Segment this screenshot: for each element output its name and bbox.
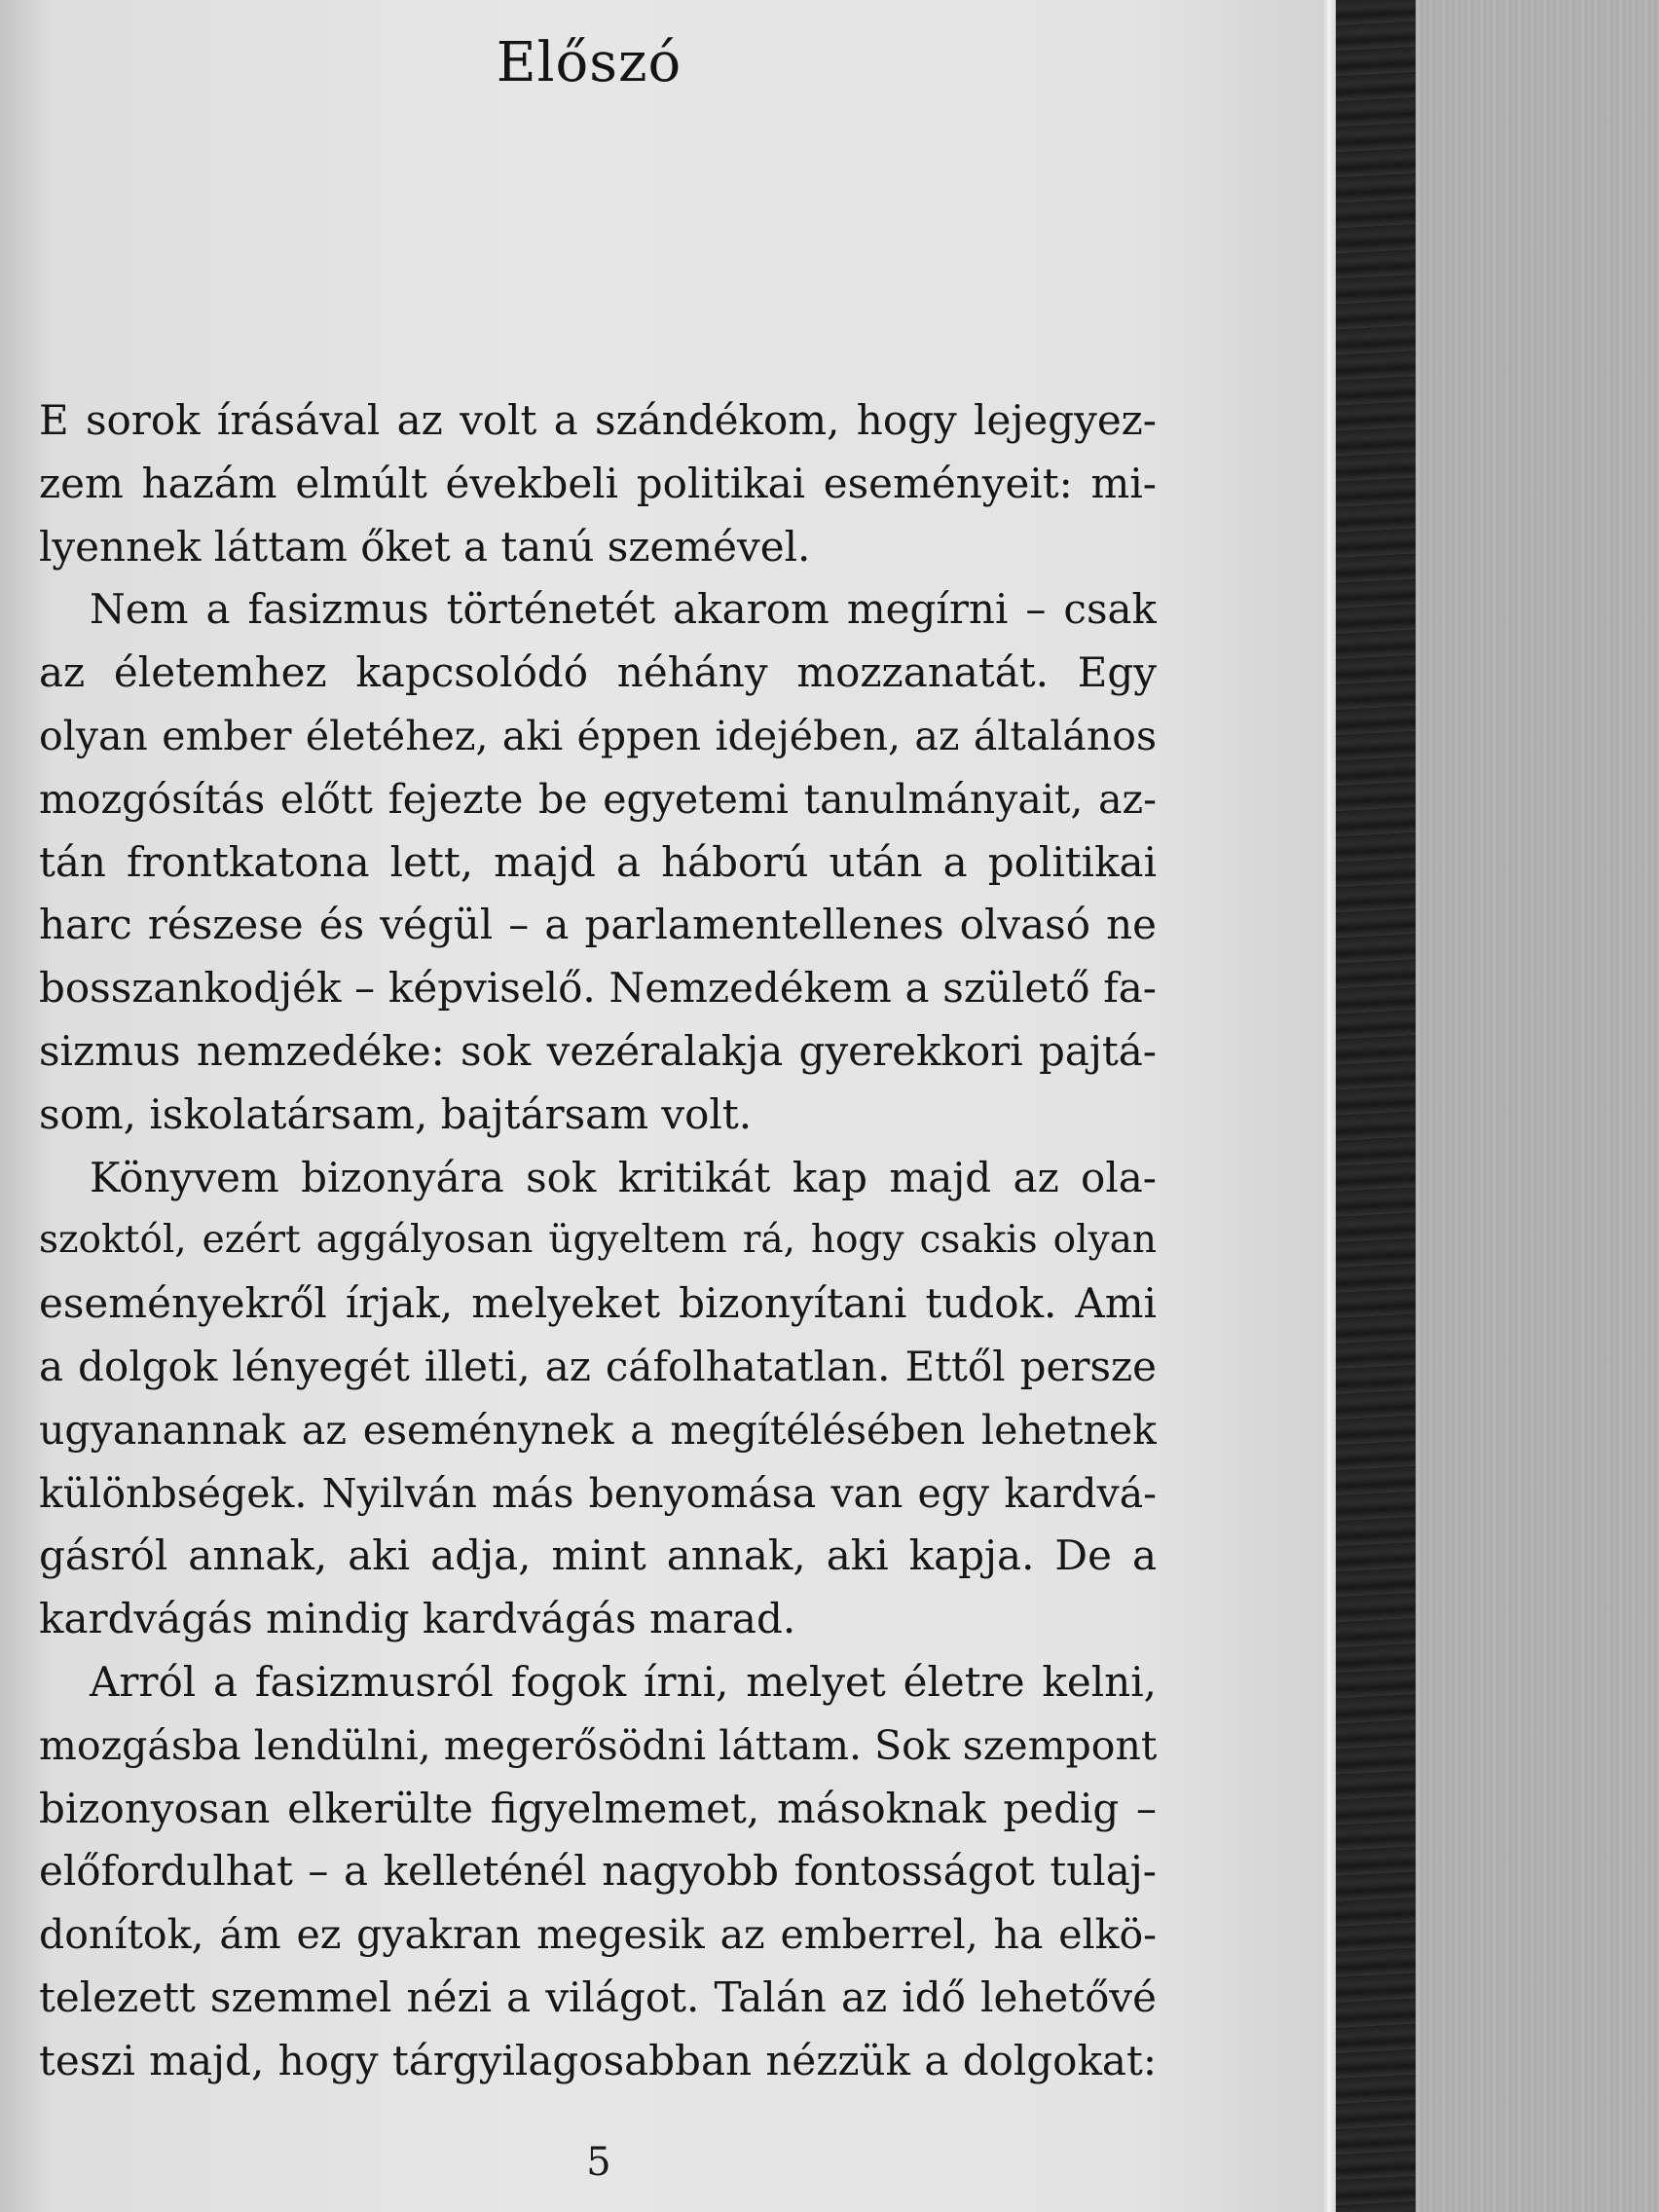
text-line: teszi majd, hogy tárgyilagosabban nézzük a dolgokat:	[39, 2036, 1157, 2084]
text-line: az életemhez kapcsolódó néhány mozzanatát. Egy	[39, 648, 1157, 697]
text-line: eseményekről írjak, melyeket bizonyítani tudok. Ami	[39, 1279, 1157, 1328]
text-line: szoktól, ezért aggályosan ügyeltem rá, hogy csakis olyan	[39, 1218, 1157, 1263]
text-line: telezett szemmel nézi a világot. Talán az idő lehetővé	[39, 1972, 1157, 2021]
text-line: donítok, ám ez gyakran megesik az emberrel, ha elkö-	[39, 1911, 1157, 1959]
text-line: mozgásba lendülni, megerősödni láttam. Sok szempont	[39, 1721, 1157, 1769]
background-surface	[1416, 0, 1659, 2212]
text-line: olyan ember életéhez, aki éppen idejében, az általános	[39, 712, 1157, 759]
text-line: E sorok írásával az volt a szándékom, hogy lejegyez-	[39, 396, 1157, 444]
text-line: som, iskolatársam, bajtársam volt.	[39, 1089, 753, 1138]
text-line: mozgósítás előtt fejezte be egyetemi tanulmányait, az-	[39, 775, 1157, 823]
body-text	[39, 389, 1157, 2093]
text-line: harc részese és végül – a parlamentellenes olvasó ne	[39, 901, 1157, 949]
text-line: zem hazám elmúlt évekbeli politikai eseményeit: mi-	[39, 459, 1157, 507]
page-number: 5	[586, 2140, 611, 2185]
text-line: a dolgok lényegét illeti, az cáfolhatatlan. Ettől persze	[39, 1342, 1157, 1390]
text-line: különbségek. Nyilván más benyomása van egy kardvá-	[39, 1469, 1157, 1517]
text-line: Könyvem bizonyára sok kritikát kap majd az ola-	[90, 1153, 1157, 1201]
text-line: bizonyosan elkerülte figyelmemet, másoknak pedig –	[39, 1784, 1157, 1832]
book-cover-edge	[1336, 0, 1416, 2212]
text-line: lyennek láttam őket a tanú szemével.	[39, 522, 811, 571]
chapter-title: Előszó	[496, 31, 682, 94]
text-line: Arról a fasizmusról fogok írni, melyet életre kelni,	[90, 1657, 1157, 1706]
page-edge	[1322, 0, 1336, 2212]
text-line: ugyanannak az eseménynek a megítélésében lehetnek	[39, 1406, 1157, 1454]
text-line: előfordulhat – a kelleténél nagyobb fontosságot tulaj-	[39, 1847, 1157, 1896]
text-line: kardvágás mindig kardvágás marad.	[39, 1595, 796, 1643]
text-line: sizmus nemzedéke: sok vezéralakja gyerekkori pajtá-	[39, 1026, 1157, 1075]
text-line: Nem a fasizmus történetét akarom megírni – csak	[90, 585, 1157, 634]
text-line: gásról annak, aki adja, mint annak, aki kapja. De a	[39, 1531, 1157, 1580]
text-line: tán frontkatona lett, majd a háború után a politikai	[39, 837, 1157, 886]
text-line: bosszankodjék – képviselő. Nemzedékem a születő fa-	[39, 964, 1157, 1013]
